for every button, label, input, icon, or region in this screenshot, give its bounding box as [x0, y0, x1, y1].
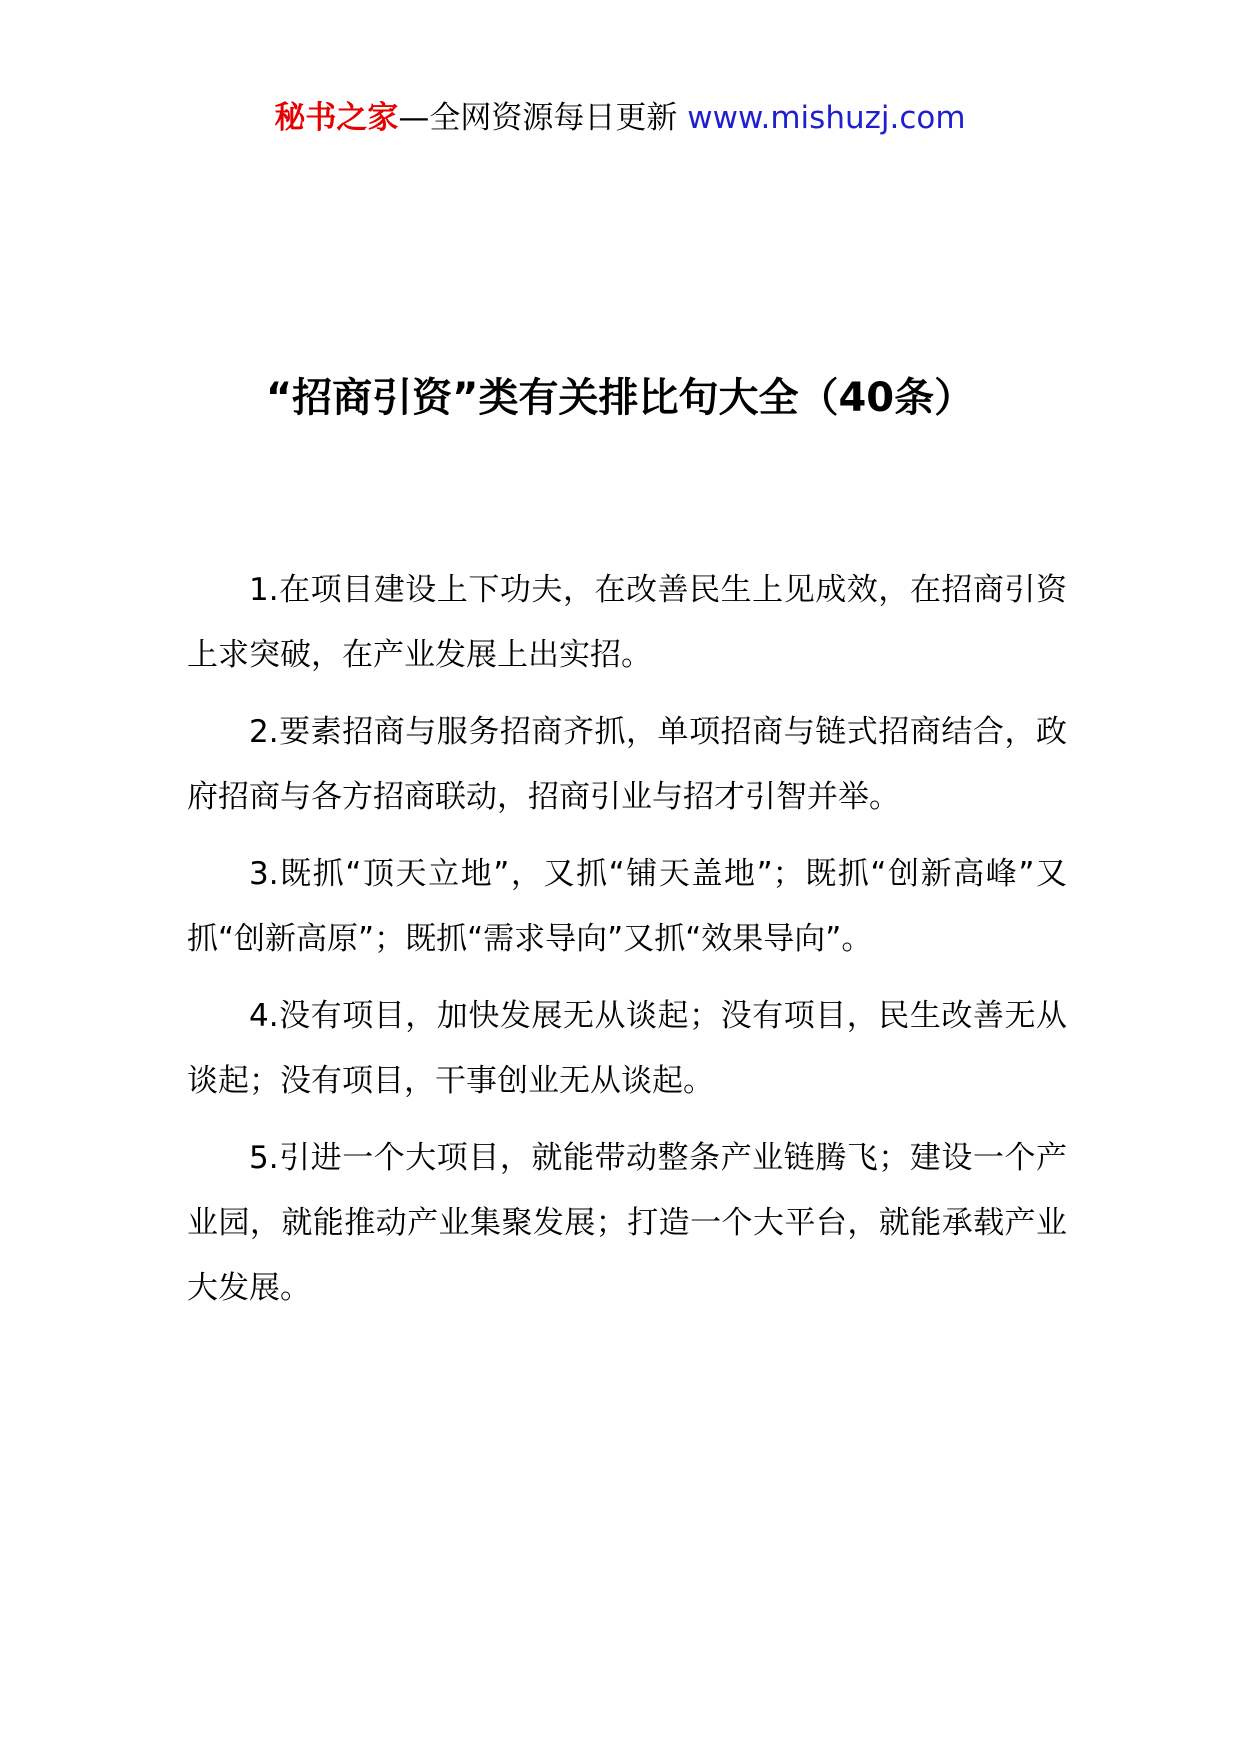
paragraph-2: 2.要素招商与服务招商齐抓，单项招商与链式招商结合，政府招商与各方招商联动，招商引业与招才引智并举。 [187, 714, 1067, 815]
brand-name: 秘书之家 [274, 100, 399, 136]
paragraph-5: 5.引进一个大项目，就能带动整条产业链腾飞；建设一个产业园，就能推动产业集聚发展；打造一个大平台，就能承载产业大发展。 [187, 1140, 1067, 1306]
site-tagline: —全网资源每日更新 [398, 100, 678, 136]
site-header [0, 98, 1240, 138]
document-title: “招商引资”类有关排比句大全（40条） [265, 375, 975, 421]
paragraph-4: 4.没有项目，加快发展无从谈起；没有项目，民生改善无从谈起；没有项目，干事创业无从谈起。 [187, 998, 1067, 1099]
site-url-link[interactable]: www.mishuzj.com [687, 100, 966, 136]
paragraph-3: 3.既抓“顶天立地”，又抓“铺天盖地”；既抓“创新高峰”又抓“创新高原”；既抓“需求导向”又抓“效果导向”。 [187, 856, 1067, 957]
paragraph-1: 1.在项目建设上下功夫，在改善民生上见成效，在招商引资上求突破，在产业发展上出实招。 [187, 572, 1067, 673]
document-body [187, 558, 1067, 1333]
